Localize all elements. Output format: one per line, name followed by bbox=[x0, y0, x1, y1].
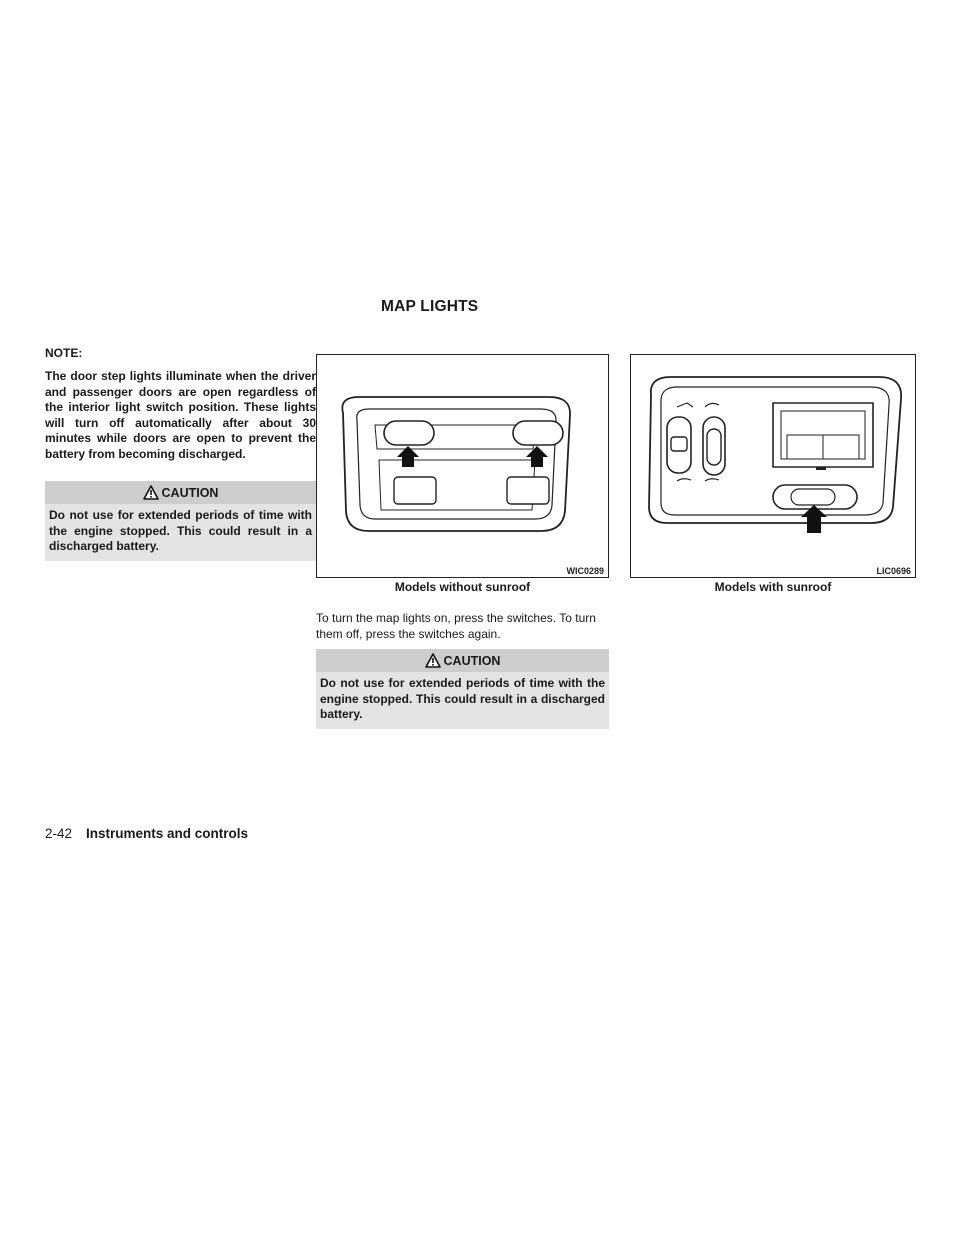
section-title: MAP LIGHTS bbox=[381, 298, 479, 315]
overhead-console-no-sunroof-illustration bbox=[317, 355, 608, 577]
caution-text-2: Do not use for extended periods of time with the engine stopped. This could result in a discharged battery. bbox=[320, 676, 605, 721]
footer-section-label: Instruments and controls bbox=[86, 826, 249, 841]
page-number: 2-42 bbox=[45, 826, 73, 841]
instruction-text: To turn the map lights on, press the switches. To turn them off, press the switches again. bbox=[316, 611, 596, 641]
figure-without-sunroof bbox=[316, 354, 609, 578]
caution-box-2 bbox=[316, 649, 609, 729]
figure-id-1: WIC0289 bbox=[566, 566, 604, 576]
caution-header-1 bbox=[45, 481, 316, 504]
warning-icon bbox=[425, 653, 441, 668]
warning-icon bbox=[143, 485, 159, 500]
note-heading: NOTE: bbox=[45, 346, 83, 360]
caution-label-2: CAUTION bbox=[443, 653, 501, 668]
left-column bbox=[45, 346, 316, 561]
caution-box-1 bbox=[45, 481, 316, 561]
note-body: The door step lights illuminate when the driver and passenger doors are open regardless of the interior light switch position. These lights will turn off automatically after about 30 minutes while doors are open to prevent the battery from becoming discharged. bbox=[45, 369, 316, 461]
figure-caption-1: Models without sunroof bbox=[394, 580, 531, 594]
figure-caption-2: Models with sunroof bbox=[714, 580, 832, 594]
overhead-console-sunroof-illustration bbox=[631, 355, 915, 577]
figure-with-sunroof bbox=[630, 354, 916, 578]
caution-label-1: CAUTION bbox=[161, 485, 219, 500]
caution-text-1: Do not use for extended periods of time with the engine stopped. This could result in a discharged battery. bbox=[49, 508, 312, 553]
caution-header-2 bbox=[316, 649, 609, 672]
figure-id-2: LIC0696 bbox=[876, 566, 911, 576]
